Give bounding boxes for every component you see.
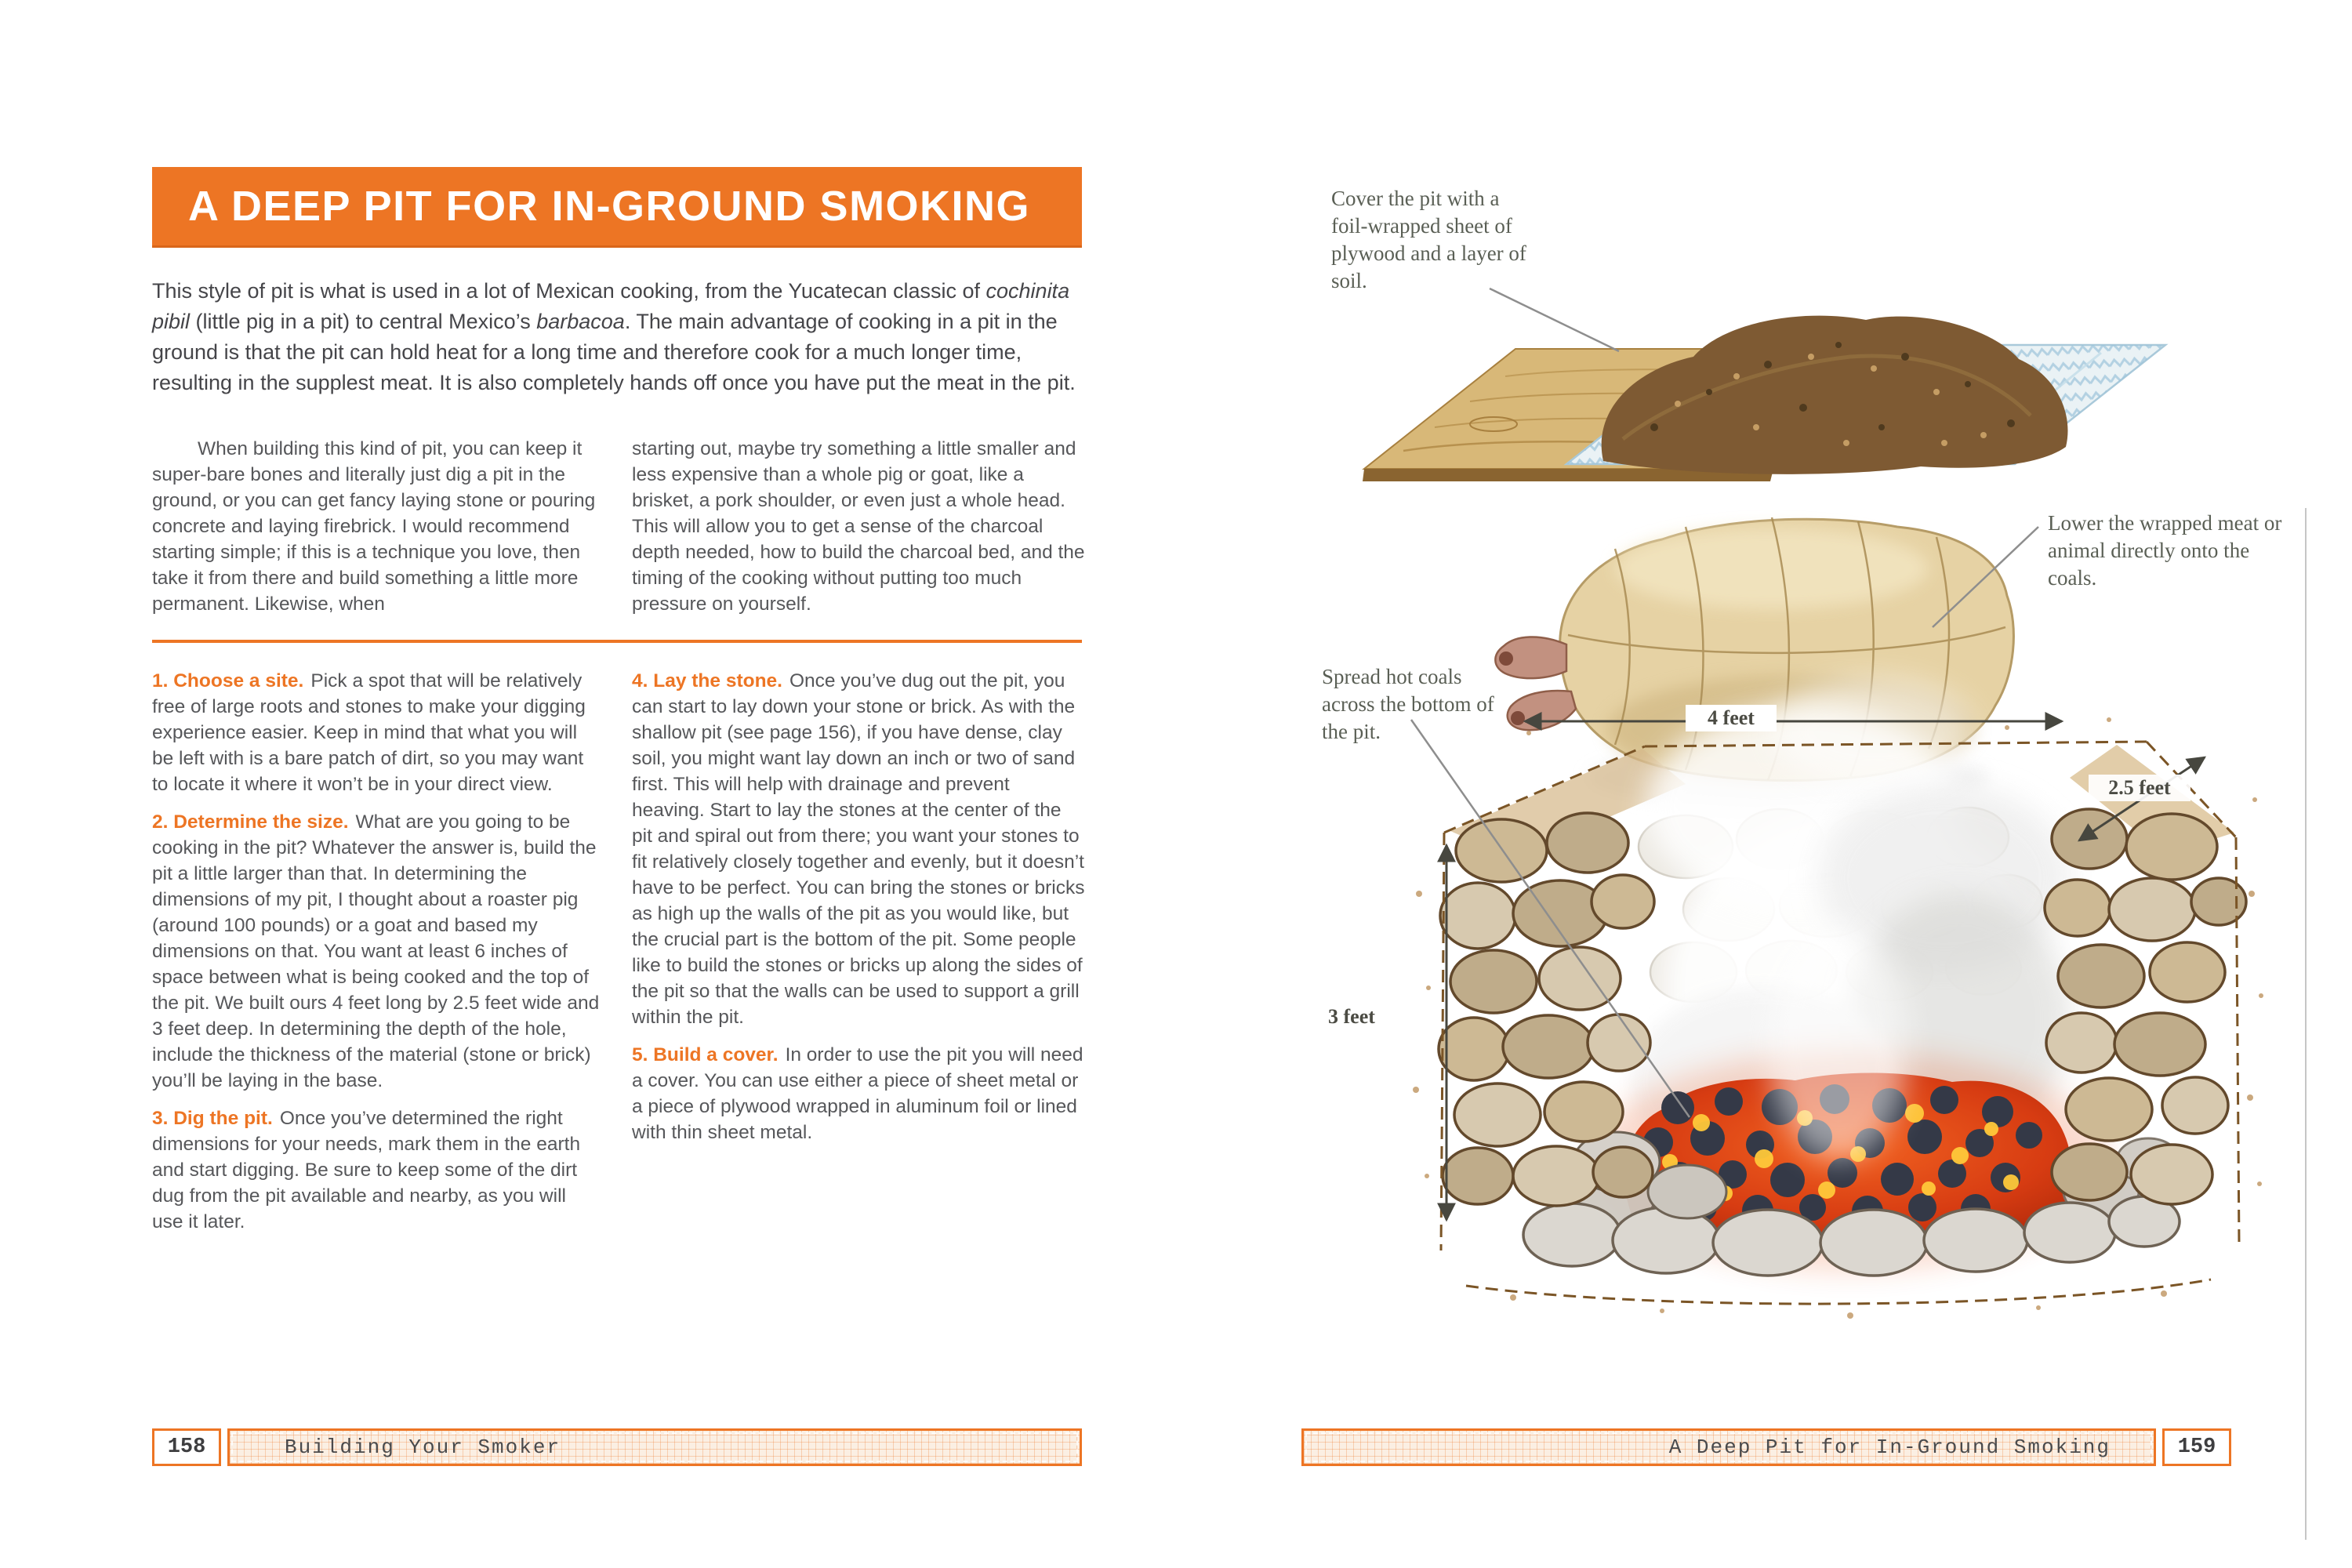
step-2 <box>152 809 601 1094</box>
dimension-label-depth: 3 feet <box>1328 1005 1375 1028</box>
chapter-title: A DEEP PIT FOR IN-GROUND SMOKING <box>188 183 1031 230</box>
step-3-lead: 3. Dig the pit. <box>152 1108 273 1129</box>
step-3-body: Once you’ve determined the right dimensions for your needs, mark them in the earth and start digging. Be sure to keep some of the dirt dug from the pit available and nearby, as you will use it later. <box>152 1108 581 1232</box>
intro-paragraph: This style of pit is what is used in a lot of Mexican cooking, from the Yucatecan classic of cochinita pibil (little pig in a pit) to central Mexico’s barbacoa. The main advantage of cooking in a pit in the ground is that the pit can hold heat for a long time and therefore cook for a much longer time, resulting in the supplest meat. It is also completely hands off once you have put the meat in the pit. <box>152 279 1076 394</box>
page-number-left: 158 <box>152 1428 221 1466</box>
step-4-lead: 4. Lay the stone. <box>632 670 782 691</box>
steps-column-left <box>152 668 601 1247</box>
smoke-front-wisp <box>1768 925 1909 1160</box>
step-5-body: In order to use the pit you will need a cover. You can use either a piece of sheet metal or a piece of plywood wrapped in aluminum foil or lined with thin sheet metal. <box>632 1044 1083 1143</box>
dimension-label-width: 4 feet <box>1686 705 1777 731</box>
steps-column-right <box>632 668 1085 1157</box>
page-edge-line <box>2305 508 2307 1540</box>
body-column-1: When building this kind of pit, you can keep it super-bare bones and literally just dig a pit in the ground, or you can get fancy laying stone or pouring concrete and laying firebrick. I would recommend starting simple; if this is a technique you love, then take it from there and build something a little more permanent. Likewise, when <box>152 438 596 615</box>
pit-left-wall <box>1439 813 1654 1206</box>
step-1-lead: 1. Choose a site. <box>152 670 304 691</box>
page-number-right: 159 <box>2162 1428 2231 1466</box>
step-4 <box>632 668 1085 1030</box>
annotation-cover: Cover the pit with a foil-wrapped sheet of plywood and a layer of soil. <box>1331 187 1526 292</box>
step-5-lead: 5. Build a cover. <box>632 1044 779 1065</box>
step-2-lead: 2. Determine the size. <box>152 811 349 833</box>
step-1-body: Pick a spot that will be relatively free of large roots and stones to make your digging experience easier. Keep in mind that what you will be left with is a bare patch of dirt, so you may want to locate it where it won’t be in your direct view. <box>152 670 586 795</box>
soil-mound <box>1602 316 2068 474</box>
step-4-body: Once you’ve dug out the pit, you can start to lay down your stone or brick. As with the shallow pit (see page 156), if you have dense, clay soil, you might want lay down an inch or two of sand first. This will help with drainage and prevent heaving. Start to lay the stones at the center of the pit and spiral out from there; you want your stones to fit relatively closely together and evenly, but it doesn’t have to be perfect. You can bring the stones or bricks as high up the walls of the pit as you would like, but the crucial part is the bottom of the pit. Some people like to build the stones or bricks up along the sides of the pit so that the walls can be used to support a grill within the pit. <box>632 670 1085 1028</box>
step-1 <box>152 668 601 797</box>
section-divider-rule <box>152 640 1082 643</box>
step-3 <box>152 1105 601 1235</box>
chapter-title-bar <box>152 167 1082 248</box>
running-head-right: A Deep Pit for In-Ground Smoking <box>1301 1428 2156 1466</box>
body-column-2: starting out, maybe try something a little smaller and less expensive than a whole pig or goat, like a brisket, a pork shoulder, or even just a whole head. This will allow you to get a sense of the charcoal depth needed, how to build the charcoal bed, and the timing of the cooking without putting too much pressure on yourself. <box>632 438 1085 615</box>
footer-right <box>1301 1428 2231 1466</box>
running-head-left: Building Your Smoker <box>227 1428 1082 1466</box>
annotation-spread: Spread hot coals across the bottom of the pit. <box>1322 665 1494 743</box>
step-5 <box>632 1042 1085 1145</box>
dimension-label-side: 2.5 feet <box>2089 775 2190 801</box>
annotation-lower: Lower the wrapped meat or animal directly onto the coals. <box>2048 511 2282 590</box>
leader-line-cover <box>1490 289 1619 351</box>
step-2-body: What are you going to be cooking in the pit? Whatever the answer is, build the pit a little larger than that. In determining the dimensions of my pit, I thought about a roaster pig (around 100 pounds) or a goat and based my dimensions on that. You want at least 6 inches of space between what is being cooked and the top of the pit. We built ours 4 feet long by 2.5 feet wide and 3 feet deep. In determining the depth of the hole, include the thickness of the material (stone or brick) you’ll be laying in the base. <box>152 811 600 1091</box>
footer-left <box>152 1428 1082 1466</box>
